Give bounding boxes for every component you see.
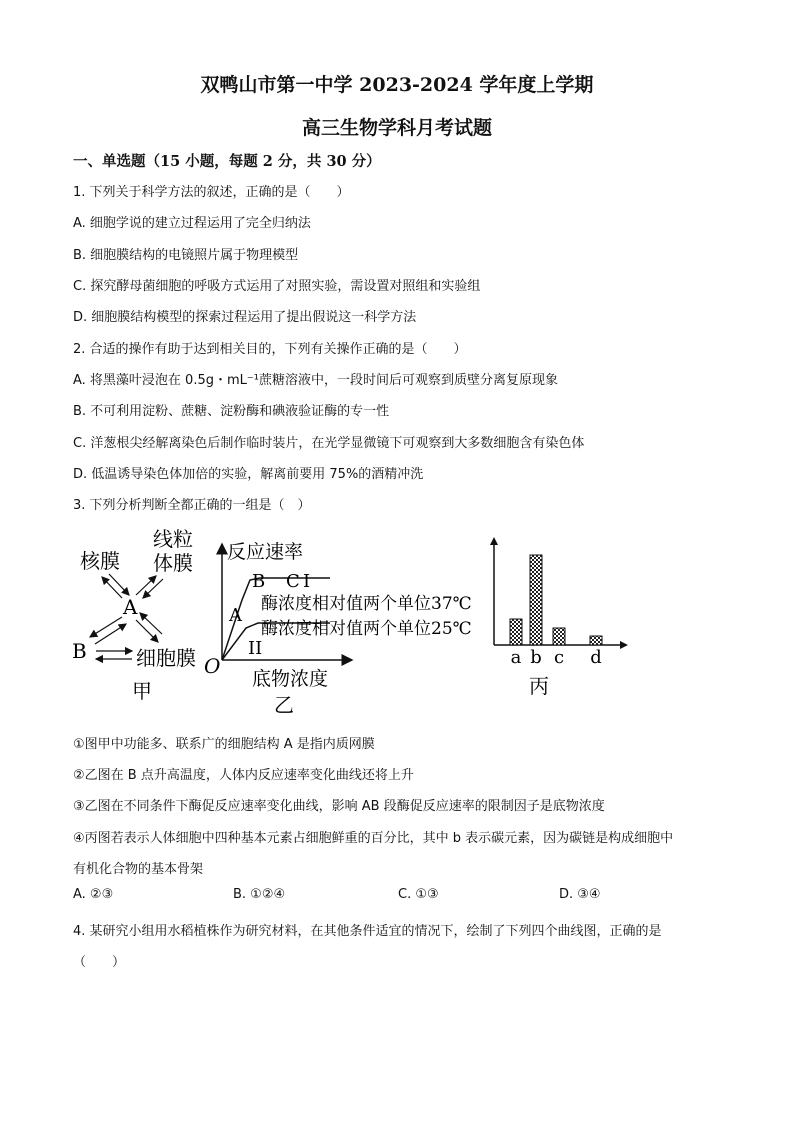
q1-option-a: A. 细胞学说的建立过程运用了完全归纳法	[73, 216, 311, 231]
q1-stem: 1. 下列关于科学方法的叙述，正确的是（ ）	[73, 185, 350, 200]
q4-stem-line2: （ ）	[73, 955, 126, 970]
q2-stem: 2. 合适的操作有助于达到相关目的，下列有关操作正确的是（ ）	[73, 342, 467, 357]
yi-point-c: C	[286, 571, 300, 592]
yi-caption: 乙	[274, 693, 294, 717]
jia-label-b: B	[72, 639, 87, 663]
bing-bar-b	[530, 555, 542, 645]
jia-label-nucleus: 核膜	[80, 549, 120, 573]
jia-caption: 甲	[132, 679, 152, 703]
q1-option-b: B. 细胞膜结构的电镜照片属于物理模型	[73, 248, 299, 263]
jia-arrow	[136, 576, 156, 595]
bing-tick-label-a: a	[510, 647, 522, 668]
yi-ylabel: 反应速率	[227, 541, 304, 563]
exam-title-line1: 双鸭山市第一中学 2023-2024 学年度上学期	[200, 74, 594, 96]
figure-jia	[60, 520, 210, 710]
figure-bing	[488, 535, 638, 705]
section-heading: 一、单选题（15 小题，每题 2 分，共 30 分）	[73, 153, 381, 170]
jia-arrow	[140, 613, 162, 634]
jia-arrow	[143, 579, 163, 598]
jia-arrow	[90, 617, 122, 637]
q1-option-c: C. 探究酵母菌细胞的呼吸方式运用了对照实验，需设置对照组和实验组	[73, 279, 481, 294]
jia-label-a: A	[123, 595, 138, 619]
bing-bar-d	[590, 636, 602, 645]
yi-curve-ii-label: 酶浓度相对值两个单位25℃	[261, 619, 472, 639]
yi-point-a: A	[229, 605, 242, 626]
jia-label-mito-1: 线粒	[153, 527, 193, 551]
yi-curve-ii-id: II	[248, 638, 263, 659]
q3-statement-4: ④丙图若表示人体细胞中四种基本元素占细胞鲜重的百分比，其中 b 表示碳元素，因为碳链是构成细胞中	[73, 831, 674, 846]
q3-statement-1: ①图甲中功能多、联系广的细胞结构 A 是指内质网膜	[73, 737, 375, 752]
q3-statement-2: ②乙图在 B 点升高温度，人体内反应速率变化曲线还将上升	[73, 768, 414, 783]
figure-yi	[200, 530, 490, 720]
bing-y-arrow	[490, 537, 498, 545]
q2-option-c: C. 洋葱根尖经解离染色后制作临时装片，在光学显微镜下可观察到大多数细胞含有染色体	[73, 436, 585, 451]
bing-tick-label-b: b	[530, 647, 542, 668]
jia-arrow	[136, 620, 158, 642]
q3-choice-c: C. ①③	[398, 887, 439, 902]
yi-point-b: B	[252, 571, 266, 592]
q3-statement-4-cont: 有机化合物的基本骨架	[73, 862, 204, 877]
bing-x-arrow	[620, 641, 628, 649]
jia-label-mito-2: 体膜	[153, 551, 193, 575]
q2-option-a: A. 将黑藻叶浸泡在 0.5g・mL⁻¹蔗糖溶液中，一段时间后可观察到质壁分离复原现象	[73, 373, 558, 388]
jia-label-cell-membrane: 细胞膜	[136, 646, 196, 670]
bing-tick-label-d: d	[590, 647, 602, 668]
bing-tick-label-c: c	[553, 647, 565, 668]
q2-option-d: D. 低温诱导染色体加倍的实验，解离前要用 75%的酒精冲洗	[73, 467, 424, 482]
q3-choices	[73, 887, 733, 907]
yi-curve-i-label: 酶浓度相对值两个单位37℃	[261, 594, 472, 614]
q3-choice-d: D. ③④	[559, 887, 601, 902]
bing-bar-a	[510, 619, 522, 645]
q3-statement-3: ③乙图在不同条件下酶促反应速率变化曲线，影响 AB 段酶促反应速率的限制因子是底物浓度	[73, 799, 605, 814]
jia-arrow	[95, 624, 126, 644]
bing-caption: 丙	[529, 674, 549, 698]
yi-origin: O	[204, 654, 221, 678]
yi-curve-i-id: I	[303, 571, 311, 592]
q3-choice-a: A. ②③	[73, 887, 114, 902]
q1-option-d: D. 细胞膜结构模型的探索过程运用了提出假说这一科学方法	[73, 310, 417, 325]
yi-xlabel: 底物浓度	[252, 668, 329, 690]
q2-option-b: B. 不可利用淀粉、蔗糖、淀粉酶和碘液验证酶的专一性	[73, 404, 390, 419]
q4-stem-line1: 4. 某研究小组用水稻植株作为研究材料，在其他条件适宜的情况下，绘制了下列四个曲线图，正确的是	[73, 924, 662, 939]
jia-arrow	[109, 574, 129, 595]
q3-choice-b: B. ①②④	[233, 887, 286, 902]
q3-stem: 3. 下列分析判断全都正确的一组是（ ）	[73, 498, 311, 513]
bing-bar-c	[553, 628, 565, 645]
jia-arrow	[102, 577, 122, 598]
exam-title-line2: 高三生物学科月考试题	[301, 117, 492, 139]
